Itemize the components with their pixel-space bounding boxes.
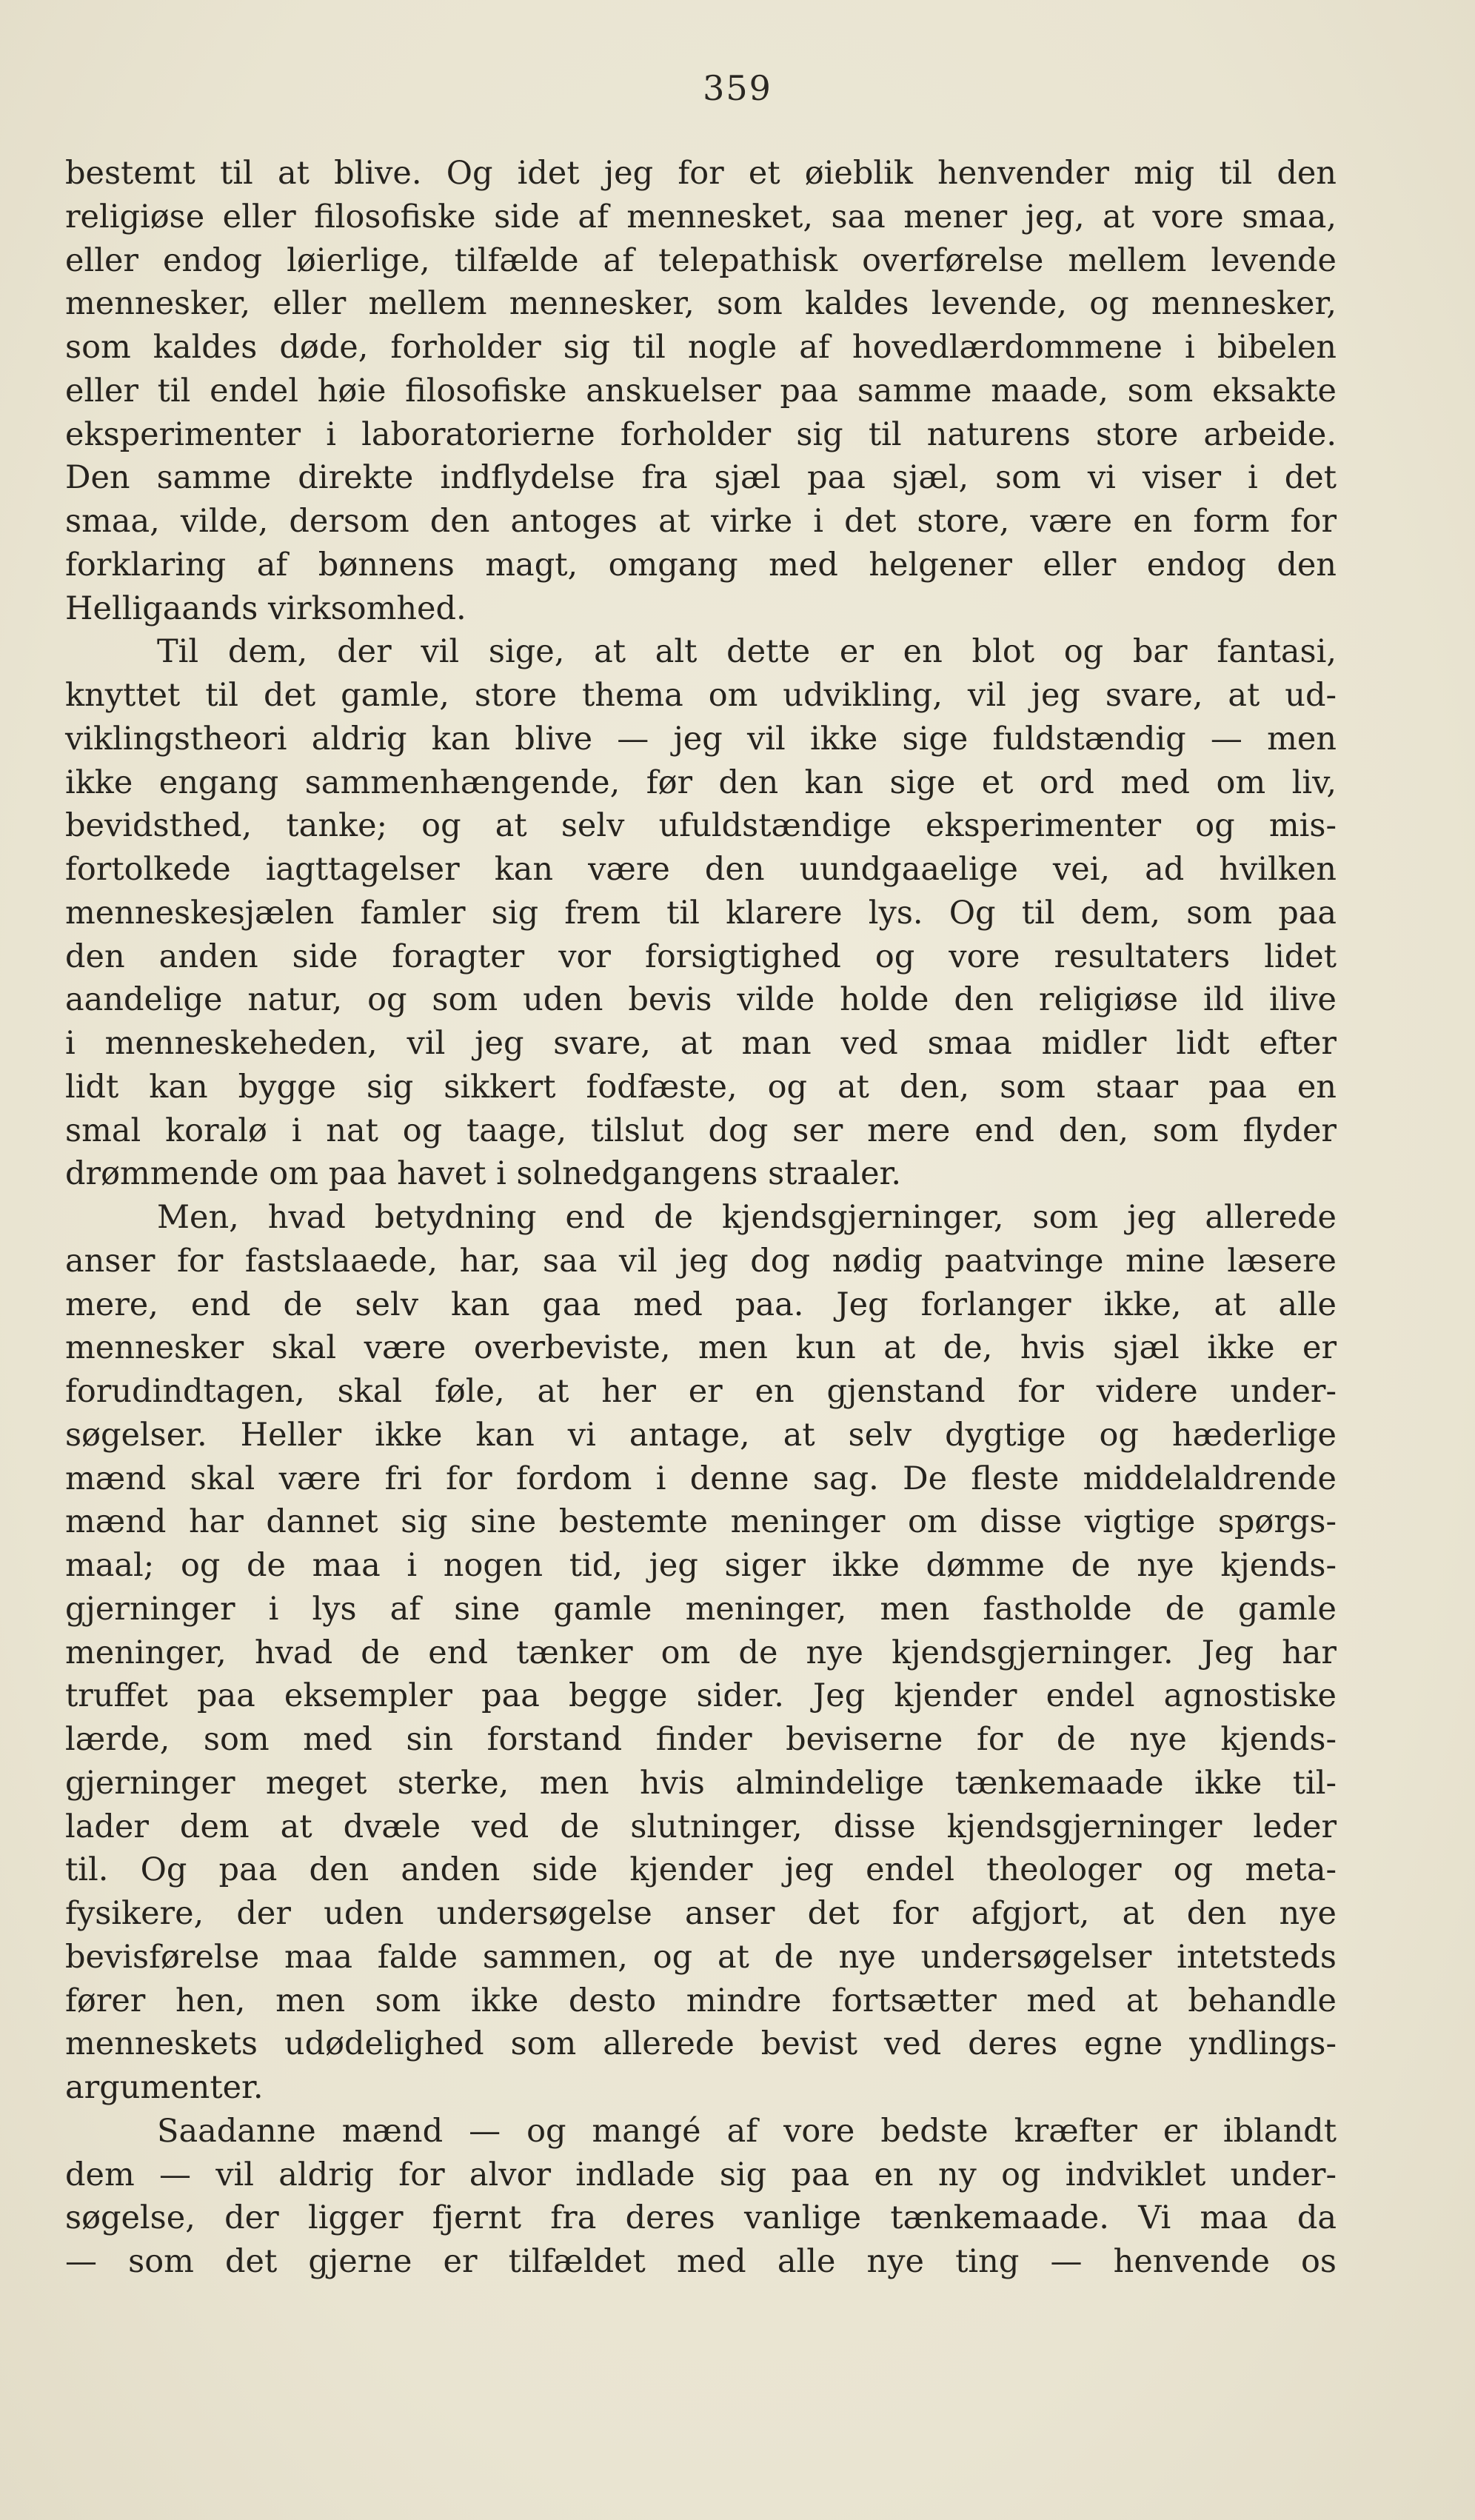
- text-line: søgelser. Heller ikke kan vi antage, at selv dygtige og hæderlige: [65, 1416, 1337, 1454]
- text-line: i menneskeheden, vil jeg svare, at man ved smaa midler lidt efter: [65, 1025, 1337, 1062]
- text-line: den anden side foragter vor forsigtighed og vore resultaters lidet: [65, 938, 1337, 975]
- text-line: fører hen, men som ikke desto mindre fortsætter med at behandle: [65, 1982, 1337, 2019]
- text-line: Til dem, der vil sige, at alt dette er en blot og bar fantasi,: [157, 633, 1337, 671]
- text-line: smaa, vilde, dersom den antoges at virke i det store, være en form for: [65, 503, 1337, 540]
- text-line: søgelse, der ligger fjernt fra deres vanlige tænkemaade. Vi maa da: [65, 2199, 1337, 2237]
- text-line: Helligaands virksomhed.: [65, 589, 466, 627]
- text-line: lærde, som med sin forstand finder beviserne for de nye kjends-: [65, 1721, 1337, 1758]
- text-line: mennesker skal være overbeviste, men kun at de, hvis sjæl ikke er: [65, 1329, 1337, 1367]
- text-line: meninger, hvad de end tænker om de nye kjendsgjerninger. Jeg har: [65, 1634, 1337, 1671]
- text-line: fortolkede iagttagelser kan være den uundgaaelige vei, ad hvilken: [65, 851, 1337, 888]
- text-line: argumenter.: [65, 2069, 264, 2106]
- text-line: til. Og paa den anden side kjender jeg endel theologer og meta-: [65, 1851, 1337, 1889]
- text-line: menneskets udødelighed som allerede bevist ved deres egne yndlings-: [65, 2025, 1337, 2063]
- text-line: bevidsthed, tanke; og at selv ufuldstændige eksperimenter og mis-: [65, 807, 1337, 845]
- text-line: maal; og de maa i nogen tid, jeg siger ikke dømme de nye kjends-: [65, 1547, 1337, 1584]
- text-line: mænd har dannet sig sine bestemte meninger om disse vigtige spørgs-: [65, 1503, 1337, 1541]
- text-line: bevisførelse maa falde sammen, og at de nye undersøgelser intetsteds: [65, 1938, 1337, 1976]
- text-line: Saadanne mænd — og mangé af vore bedste kræfter er iblandt: [157, 2112, 1337, 2150]
- text-line: eller til endel høie filosofiske anskuelser paa samme maade, som eksakte: [65, 372, 1337, 410]
- text-line: truffet paa eksempler paa begge sider. Jeg kjender endel agnostiske: [65, 1677, 1337, 1715]
- text-line: lidt kan bygge sig sikkert fodfæste, og at den, som staar paa en: [65, 1068, 1337, 1106]
- text-line: religiøse eller filosofiske side af mennesket, saa mener jeg, at vore smaa,: [65, 198, 1337, 235]
- text-line: fysikere, der uden undersøgelse anser det for afgjort, at den nye: [65, 1895, 1337, 1932]
- text-line: anser for fastslaaede, har, saa vil jeg dog nødig paatvinge mine læsere: [65, 1242, 1337, 1280]
- text-line: drømmende om paa havet i solnedgangens straaler.: [65, 1155, 902, 1193]
- page-number: 359: [703, 68, 772, 108]
- text-line: forudindtagen, skal føle, at her er en gjenstand for videre under-: [65, 1373, 1337, 1410]
- text-line: mænd skal være fri for fordom i denne sag. De fleste middelaldrende: [65, 1460, 1337, 1497]
- text-line: mennesker, eller mellem mennesker, som kaldes levende, og mennesker,: [65, 285, 1337, 323]
- text-line: eller endog løierlige, tilfælde af telepathisk overførelse mellem levende: [65, 241, 1337, 279]
- text-line: forklaring af bønnens magt, omgang med helgener eller endog den: [65, 546, 1337, 584]
- text-line: som kaldes døde, forholder sig til nogle af hovedlærdommene i bibelen: [65, 329, 1337, 366]
- text-line: — som det gjerne er tilfældet med alle nye ting — henvende os: [65, 2243, 1337, 2280]
- text-line: viklingstheori aldrig kan blive — jeg vil ikke sige fuldstændig — men: [65, 720, 1337, 758]
- body-text: [65, 152, 1337, 2284]
- text-line: bestemt til at blive. Og idet jeg for et øieblik henvender mig til den: [65, 155, 1337, 192]
- text-line: menneskesjælen famler sig frem til klarere lys. Og til dem, som paa: [65, 894, 1337, 932]
- text-line: mere, end de selv kan gaa med paa. Jeg forlanger ikke, at alle: [65, 1286, 1337, 1323]
- text-line: aandelige natur, og som uden bevis vilde holde den religiøse ild ilive: [65, 981, 1337, 1019]
- text-line: eksperimenter i laboratorierne forholder sig til naturens store arbeide.: [65, 415, 1337, 453]
- text-line: Men, hvad betydning end de kjendsgjerninger, som jeg allerede: [157, 1199, 1337, 1236]
- text-line: ikke engang sammenhængende, før den kan sige et ord med om liv,: [65, 763, 1337, 801]
- text-line: Den samme direkte indflydelse fra sjæl paa sjæl, som vi viser i det: [65, 459, 1337, 497]
- text-line: smal koralø i nat og taage, tilslut dog ser mere end den, som flyder: [65, 1112, 1337, 1149]
- text-line: gjerninger i lys af sine gamle meninger, men fastholde de gamle: [65, 1590, 1337, 1628]
- text-line: dem — vil aldrig for alvor indlade sig paa en ny og indviklet under-: [65, 2156, 1337, 2193]
- text-line: gjerninger meget sterke, men hvis almindelige tænkemaade ikke til-: [65, 1764, 1337, 1802]
- text-line: knyttet til det gamle, store thema om udvikling, vil jeg svare, at ud-: [65, 677, 1337, 714]
- text-line: lader dem at dvæle ved de slutninger, disse kjendsgjerninger leder: [65, 1808, 1337, 1845]
